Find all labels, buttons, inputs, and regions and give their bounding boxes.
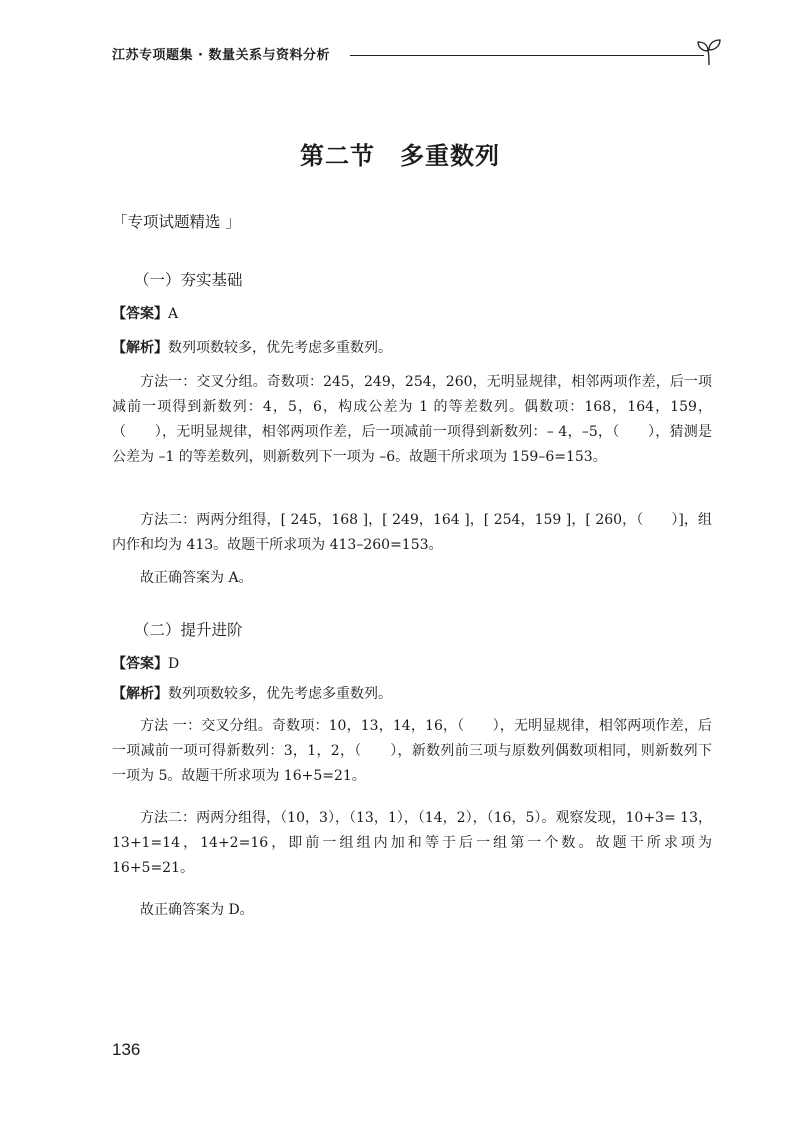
analysis-tag: 【解析】 bbox=[112, 686, 168, 702]
part2-heading: （二）提升进阶 bbox=[134, 621, 243, 639]
section-title: 第二节 多重数列 bbox=[300, 142, 500, 170]
method2-text: 方法二：两两分组得，[ 245，168 ]，[ 249，164 ]，[ 254，159 ]，[ 260，（ ）]，组内作和均为 413。故题干所求项为 413–260=153。 bbox=[112, 512, 712, 553]
method2-text: 方法二：两两分组得，（10，3），（13，1），（14，2），（16，5）。观察发现，10+3= 13，13+1=14，14+2=16，即前一组组内加和等于后一组第一个数。故题干所求项为 16+5=21。 bbox=[112, 810, 712, 876]
page-number: 136 bbox=[112, 1040, 141, 1059]
header-title: 江苏专项题集 · 数量关系与资料分析 bbox=[112, 48, 330, 63]
analysis-text: 数列项数较多，优先考虑多重数列。 bbox=[168, 340, 392, 356]
part2-method1 bbox=[112, 714, 712, 789]
method1-text: 方法一：交叉分组。奇数项：245，249，254，260，无明显规律，相邻两项作差，后一项减前一项得到新数列：4，5，6，构成公差为 1 的等差数列。偶数项：168，164，159，（ ），无明显规律，相邻两项作差，后一项减前一项得到新数列：– 4，–5，（ ），猜测是公差为 –1 的等差数列，则新数列下一项为 –6。故题干所求项为 159–6=153。 bbox=[112, 374, 712, 465]
part2-method2 bbox=[112, 806, 712, 881]
header-rule bbox=[350, 55, 704, 56]
part1-analysis bbox=[112, 336, 712, 361]
part1-method1 bbox=[112, 370, 712, 470]
answer-value: A bbox=[168, 306, 179, 322]
method1-text: 方法 一：交叉分组。奇数项：10，13，14，16，（ ），无明显规律，相邻两项作差，后一项减前一项可得新数列：3，1，2，（ ），新数列前三项与原数列偶数项相同，则新数列下一项为 5。故题干所求项为 16+5=21。 bbox=[112, 718, 712, 784]
part1-method2 bbox=[112, 508, 712, 558]
section-box-label: 「专项试题精选 」 bbox=[112, 213, 241, 231]
part2-answer bbox=[112, 652, 712, 677]
part1-conclusion bbox=[112, 566, 712, 591]
part1-heading: （一）夯实基础 bbox=[134, 271, 243, 289]
analysis-text: 数列项数较多，优先考虑多重数列。 bbox=[168, 686, 392, 702]
conclusion-text: 故正确答案为 D。 bbox=[140, 902, 254, 918]
answer-value: D bbox=[168, 656, 180, 672]
conclusion-text: 故正确答案为 A。 bbox=[140, 570, 253, 586]
answer-tag: 【答案】 bbox=[112, 306, 168, 322]
analysis-tag: 【解析】 bbox=[112, 340, 168, 356]
running-header bbox=[112, 38, 722, 68]
part2-analysis bbox=[112, 682, 712, 707]
answer-tag: 【答案】 bbox=[112, 656, 168, 672]
sprout-icon bbox=[696, 38, 722, 66]
part2-conclusion bbox=[112, 898, 712, 923]
part1-answer bbox=[112, 302, 712, 327]
